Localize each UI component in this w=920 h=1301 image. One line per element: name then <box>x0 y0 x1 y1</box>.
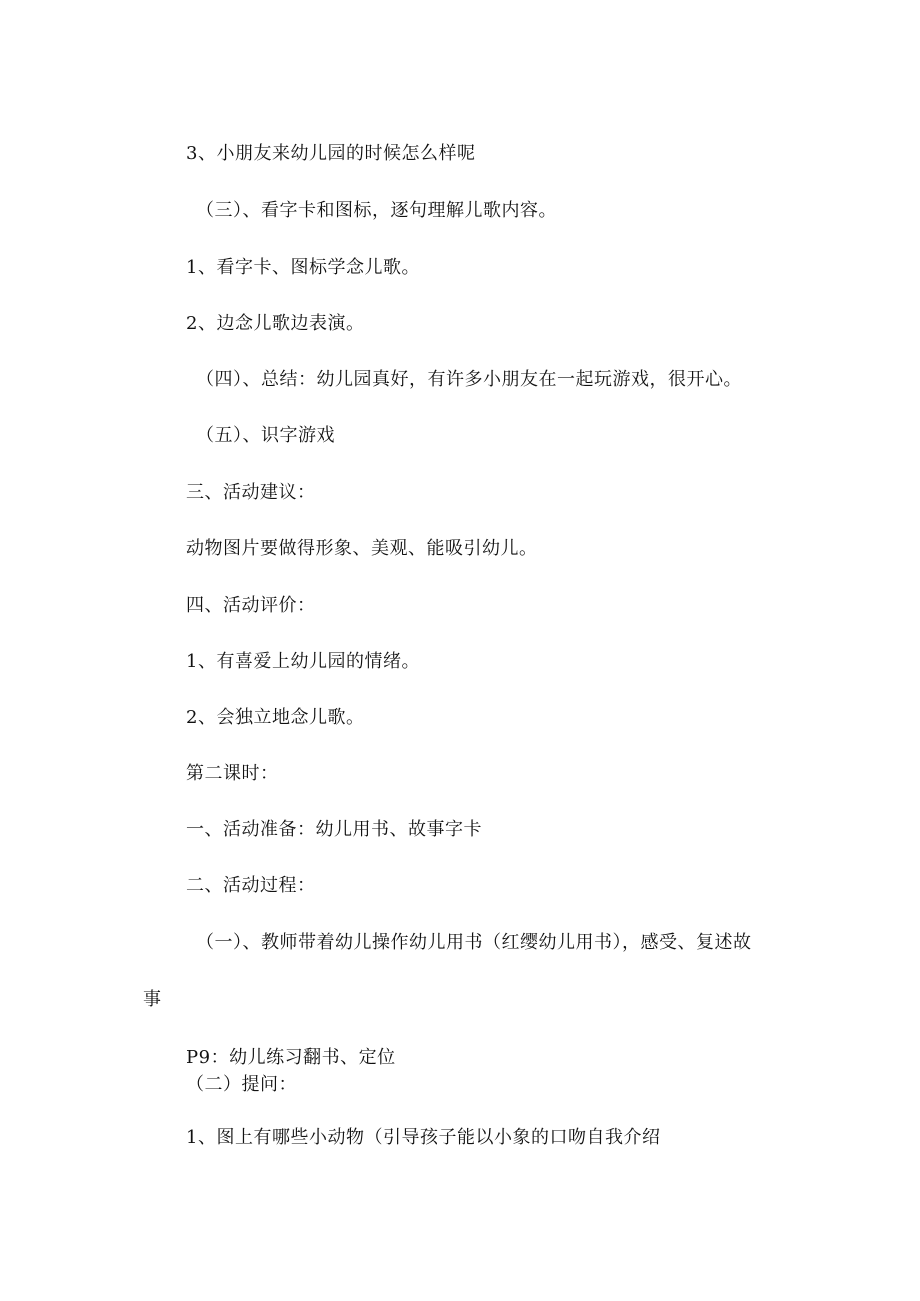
text-line: 一、活动准备：幼儿用书、故事字卡 <box>186 819 482 840</box>
text-line: 2、会独立地念儿歌。 <box>186 707 365 728</box>
text-line: 1、看字卡、图标学念儿歌。 <box>186 257 420 278</box>
section-heading: 二、活动过程： <box>186 875 316 896</box>
text-line: （三）、看字卡和图标，逐句理解儿歌内容。 <box>196 200 557 221</box>
text-line: 动物图片要做得形象、美观、能吸引幼儿。 <box>186 538 538 559</box>
text-line: 1、有喜爱上幼儿园的情绪。 <box>186 651 420 672</box>
text-line: P9：幼儿练习翻书、定位 <box>186 1047 396 1068</box>
text-line: （一）、教师带着幼儿操作幼儿用书（红缨幼儿用书），感受、复述故 <box>196 932 752 953</box>
section-heading: 四、活动评价： <box>186 595 316 616</box>
section-heading: 第二课时： <box>186 763 279 784</box>
text-line: 3、小朋友来幼儿园的时候怎么样呢 <box>186 143 476 164</box>
text-line: 1、图上有哪些小动物（引导孩子能以小象的口吻自我介绍 <box>186 1127 661 1148</box>
text-line: （二）提问： <box>186 1074 297 1095</box>
text-line: （四）、总结：幼儿园真好，有许多小朋友在一起玩游戏，很开心。 <box>196 369 742 390</box>
section-heading: 三、活动建议： <box>186 482 316 503</box>
text-line: （五）、识字游戏 <box>196 425 335 446</box>
text-line: 事 <box>143 989 162 1010</box>
text-line: 2、边念儿歌边表演。 <box>186 313 365 334</box>
